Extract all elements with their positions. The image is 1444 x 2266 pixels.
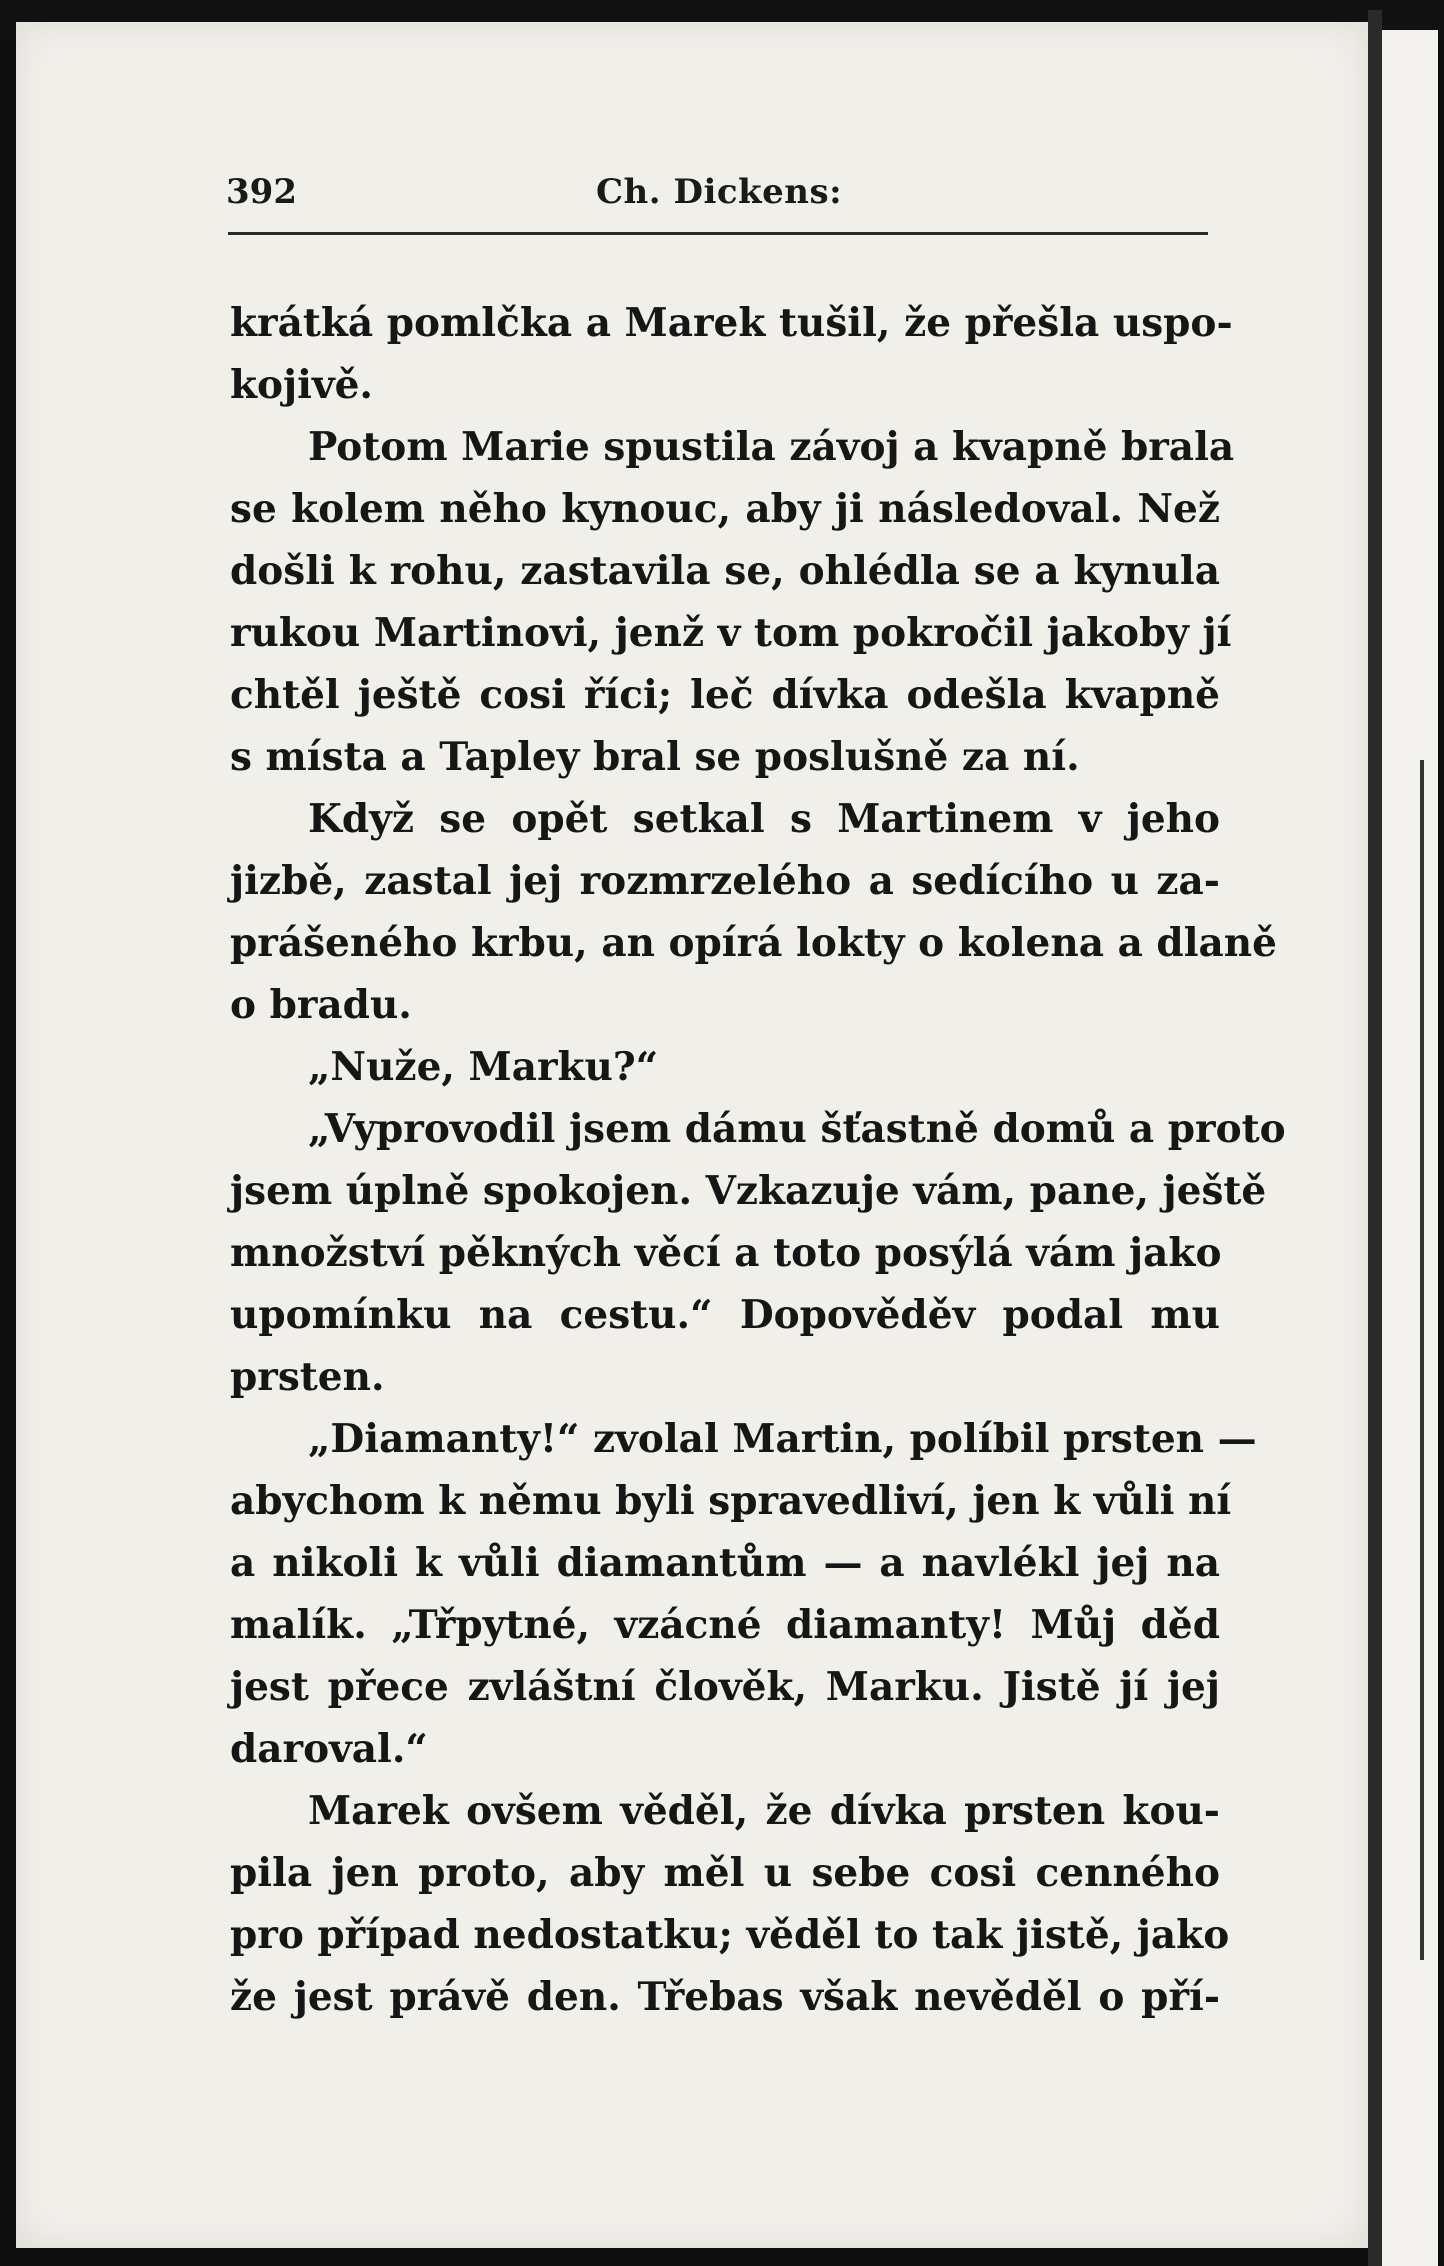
page-header	[226, 172, 1216, 222]
text-line: se kolem něho kynouc, aby ji následoval. Než	[230, 486, 1220, 532]
text-line: jizbě, zastal jej rozmrzelého a sedícího u za-	[230, 858, 1220, 904]
text-line: abychom k němu byli spravedliví, jen k vůli ní	[230, 1478, 1232, 1524]
text-line: upomínku na cestu.“ Dopověděv podal mu	[230, 1292, 1220, 1338]
text-line: pila jen proto, aby měl u sebe cosi cenného	[230, 1850, 1220, 1896]
text-line: prsten.	[230, 1354, 385, 1400]
adjacent-page-shadow	[1420, 760, 1424, 1960]
adjacent-page-edge	[1382, 30, 1438, 2266]
running-title: Ch. Dickens:	[596, 172, 843, 212]
text-line: kojivě.	[230, 362, 374, 408]
text-line: krátká pomlčka a Marek tušil, že přešla uspo-	[230, 300, 1233, 346]
text-line: Marek ovšem věděl, že dívka prsten kou-	[308, 1788, 1220, 1834]
text-line: pro případ nedostatku; věděl to tak jistě, jako	[230, 1912, 1230, 1958]
text-line: a nikoli k vůli diamantům — a navlékl jej na	[230, 1540, 1220, 1586]
text-line: prášeného krbu, an opírá lokty o kolena a dlaně	[230, 920, 1277, 966]
text-line: rukou Martinovi, jenž v tom pokročil jakoby jí	[230, 610, 1232, 656]
text-line: malík. „Třpytné, vzácné diamanty! Můj děd	[230, 1602, 1220, 1648]
body-text	[230, 292, 1286, 2028]
header-rule	[228, 232, 1208, 235]
text-line: že jest právě den. Třebas však nevěděl o pří-	[230, 1974, 1220, 2020]
text-line: chtěl ještě cosi říci; leč dívka odešla kvapně	[230, 672, 1220, 718]
text-line: o bradu.	[230, 982, 412, 1028]
text-line: daroval.“	[230, 1726, 428, 1772]
text-line: „Diamanty!“ zvolal Martin, políbil prsten —	[308, 1416, 1257, 1462]
text-line: „Nuže, Marku?“	[308, 1044, 659, 1090]
text-line: jest přece zvláštní člověk, Marku. Jistě jí jej	[230, 1664, 1220, 1710]
book-gutter	[1368, 10, 1382, 2266]
page-number: 392	[226, 172, 297, 212]
text-line: množství pěkných věcí a toto posýlá vám jako	[230, 1230, 1222, 1276]
text-line: „Vyprovodil jsem dámu šťastně domů a proto	[308, 1106, 1286, 1152]
text-line: Když se opět setkal s Martinem v jeho	[308, 796, 1220, 842]
text-line: s místa a Tapley bral se poslušně za ní.	[230, 734, 1080, 780]
text-line: došli k rohu, zastavila se, ohlédla se a kynula	[230, 548, 1220, 594]
text-line: jsem úplně spokojen. Vzkazuje vám, pane, ještě	[230, 1168, 1267, 1214]
text-line: Potom Marie spustila závoj a kvapně brala	[308, 424, 1235, 470]
